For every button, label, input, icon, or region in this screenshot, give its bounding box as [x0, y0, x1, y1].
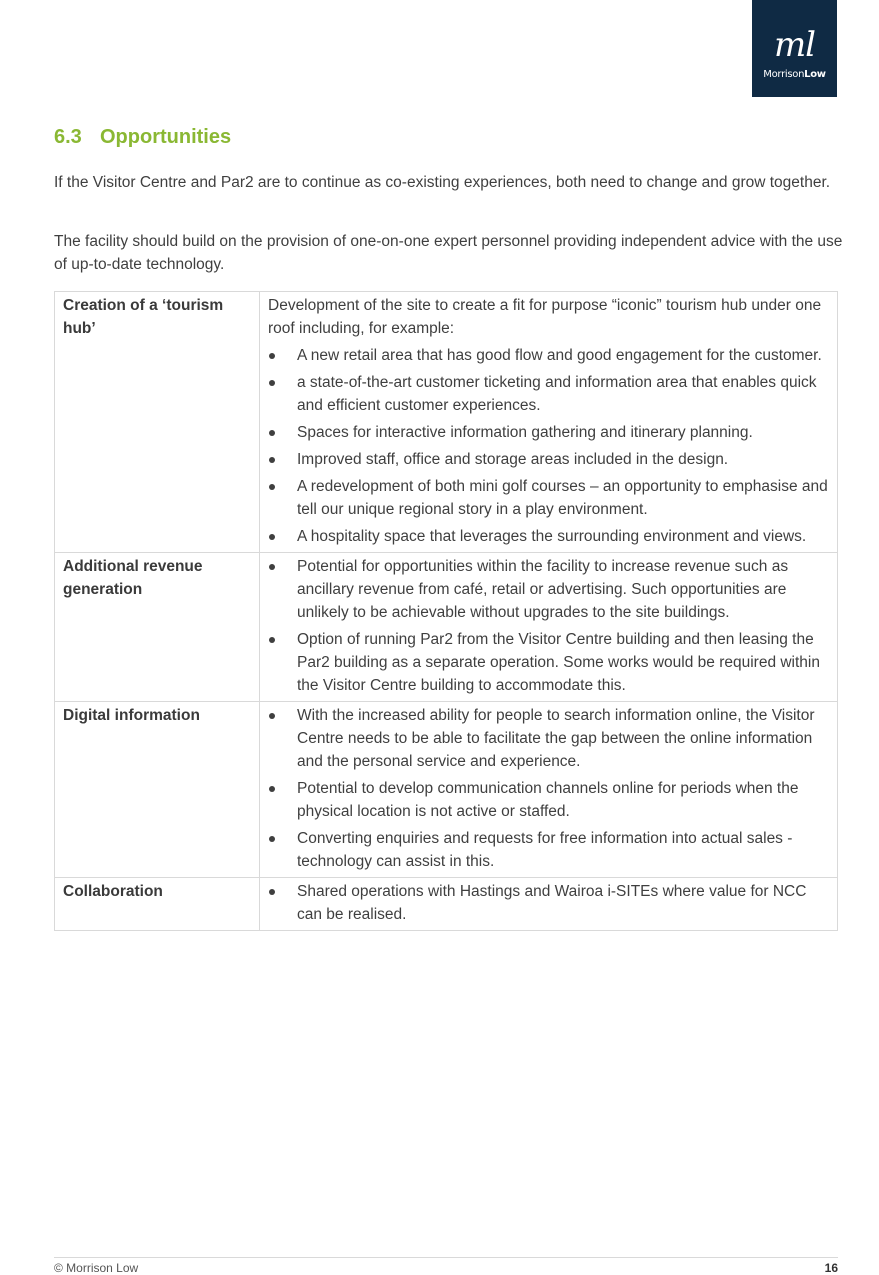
table-row: [55, 553, 838, 702]
logo-name-regular: Morrison: [763, 69, 805, 80]
bullet-icon: [269, 713, 275, 719]
list-item-text: Shared operations with Hastings and Wairoa i-SITEs where value for NCC can be realised.: [297, 883, 807, 923]
logo-name-bold: Low: [804, 69, 826, 80]
list-item: [268, 555, 829, 624]
bullet-list: [268, 880, 829, 926]
table-row: [55, 292, 838, 553]
bullet-icon: [269, 786, 275, 792]
bullet-icon: [269, 637, 275, 643]
bullet-icon: [269, 380, 275, 386]
row-label: Collaboration: [55, 878, 260, 931]
intro-paragraph-1: If the Visitor Centre and Par2 are to continue as co-existing experiences, both need to change and grow together.: [54, 174, 831, 191]
list-item: [268, 344, 829, 367]
list-item: [268, 448, 829, 471]
row-label: Additional revenue generation: [55, 553, 260, 702]
list-item: [268, 880, 829, 926]
bullet-list: [268, 344, 829, 548]
list-item-text: Option of running Par2 from the Visitor Centre building and then leasing the Par2 building as a separate operation. Some works would be required within the Visitor Centre building to accommodate this.: [297, 631, 820, 694]
section-title: Opportunities: [100, 126, 232, 148]
bullet-icon: [269, 353, 275, 359]
logo-wordmark: [752, 69, 837, 81]
list-item: [268, 827, 829, 873]
list-item-text: Spaces for interactive information gathering and itinerary planning.: [297, 424, 753, 441]
footer-divider: [54, 1257, 838, 1258]
list-item: [268, 628, 829, 697]
section-number: 6.3: [54, 126, 82, 148]
bullet-icon: [269, 564, 275, 570]
logo-mark: ml: [773, 25, 816, 65]
list-item: [268, 777, 829, 823]
list-item: [268, 525, 829, 548]
bullet-icon: [269, 457, 275, 463]
bullet-icon: [269, 484, 275, 490]
table-row: [55, 702, 838, 878]
list-item-text: A redevelopment of both mini golf courses – an opportunity to emphasise and tell our unique regional story in a play environment.: [297, 478, 828, 518]
list-item-text: Improved staff, office and storage areas included in the design.: [297, 451, 729, 468]
bullet-icon: [269, 430, 275, 436]
bullet-list: [268, 704, 829, 873]
section-heading: [54, 124, 231, 150]
bullet-icon: [269, 889, 275, 895]
row-description: [260, 702, 838, 878]
table-row: [55, 878, 838, 931]
list-item-text: Potential for opportunities within the facility to increase revenue such as ancillary revenue from café, retail or advertising. Such opportunities are unlikely to be achievable without upgrades to the site buildings.: [297, 558, 789, 621]
list-item: [268, 475, 829, 521]
row-description: [260, 553, 838, 702]
list-item-text: a state-of-the-art customer ticketing and information area that enables quick and efficient customer experiences.: [297, 374, 817, 414]
list-item-text: A hospitality space that leverages the surrounding environment and views.: [297, 528, 807, 545]
row-label: Creation of a ‘tourism hub’: [55, 292, 260, 553]
list-item: [268, 421, 829, 444]
list-item-text: A new retail area that has good flow and good engagement for the customer.: [297, 347, 822, 364]
list-item: [268, 371, 829, 417]
row-label: Digital information: [55, 702, 260, 878]
row-description: [260, 878, 838, 931]
list-item-text: With the increased ability for people to search information online, the Visitor Centre needs to be able to facilitate the gap between the online information and the personal service and experience.: [297, 707, 815, 770]
footer-copyright: © Morrison Low: [54, 1261, 139, 1275]
company-logo: [752, 0, 837, 97]
bullet-icon: [269, 534, 275, 540]
opportunities-table: [54, 291, 838, 931]
page-number: 16: [824, 1261, 838, 1275]
list-item-text: Potential to develop communication channels online for periods when the physical location is not active or staffed.: [297, 780, 799, 820]
row-description: [260, 292, 838, 553]
intro-paragraph-2: The facility should build on the provision of one-on-one expert personnel providing independent advice with the use of up-to-date technology.: [54, 233, 843, 273]
bullet-list: [268, 555, 829, 697]
list-item-text: Converting enquiries and requests for free information into actual sales - technology can assist in this.: [297, 830, 793, 870]
list-item: [268, 704, 829, 773]
bullet-icon: [269, 836, 275, 842]
row-intro: Development of the site to create a fit for purpose “iconic” tourism hub under one roof including, for example:: [268, 297, 822, 337]
